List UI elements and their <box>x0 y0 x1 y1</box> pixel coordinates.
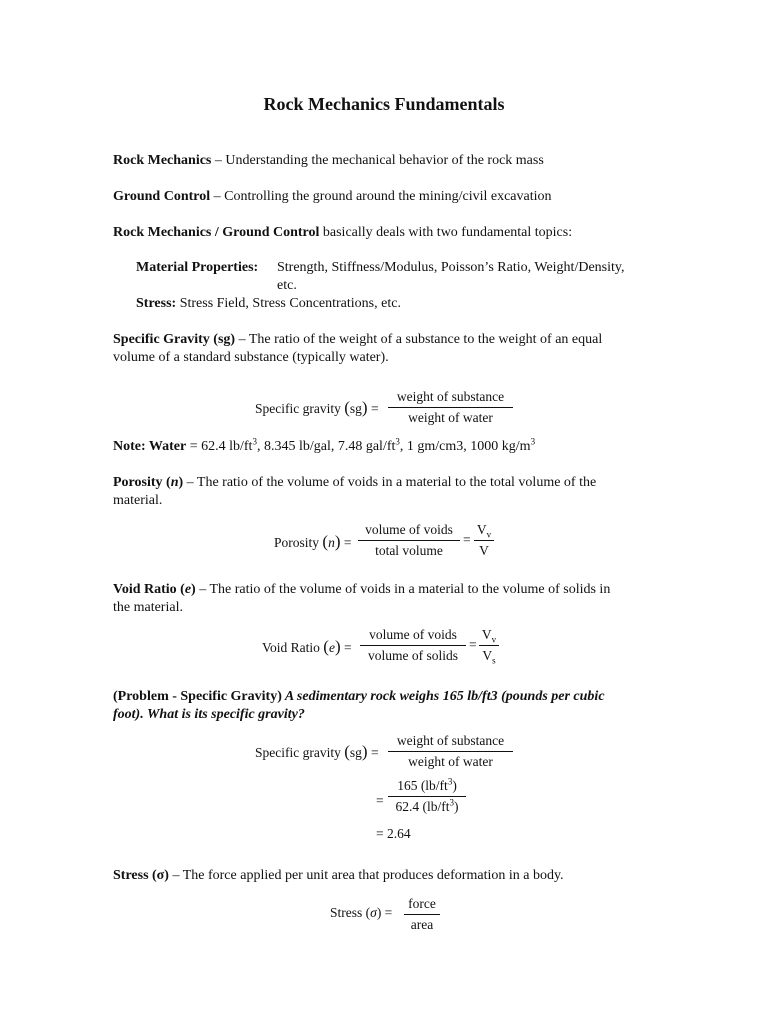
water-note: Note: Water = 62.4 $lb/ft^3$, 8.345 lb/gal, 7.48 gal/$ft^3$, 1 gm/cm3, 1000 $kg/m^3$ <box>113 436 536 454</box>
problem-result: = 2.64 <box>376 826 411 841</box>
stress-def: Stress (σ) – The force applied per unit area that produces deformation in a body. <box>113 868 564 883</box>
porosity-def: Porosity (n) – The ratio of the volume of voids in a material to the total volume of the <box>113 475 597 490</box>
def-term: Rock Mechanics / Ground Control <box>113 225 320 240</box>
material-properties-label: Material Properties: <box>136 260 259 275</box>
porosity-def-cont: material. <box>113 493 163 508</box>
problem-statement: (Problem - Specific Gravity) A sedimentary rock weighs 165 lb/ft3 (pounds per cubic <box>113 689 605 704</box>
equals-sign: = <box>376 793 384 808</box>
def-text: – Understanding the mechanical behavior of the rock mass <box>211 153 544 168</box>
equals-sign: = <box>469 637 477 652</box>
void-ratio-symbol-fraction: $\frac{V_v}{V_s}$ <box>479 627 499 664</box>
def-text: – Controlling the ground around the mining/civil excavation <box>210 189 552 204</box>
material-properties-text: Strength, Stiffness/Modulus, Poisson’s Ratio, Weight/Density, <box>277 260 625 275</box>
porosity-symbol-fraction: $\frac{V_v}{V}$ <box>474 522 494 559</box>
page-title: Rock Mechanics Fundamentals <box>263 94 505 114</box>
stress-topic: Stress: Stress Field, Stress Concentrations, etc. <box>136 296 401 311</box>
porosity-equation-lhs: Porosity (n) = <box>274 532 352 551</box>
void-ratio-def-cont: the material. <box>113 600 183 615</box>
material-properties-text-cont: etc. <box>277 278 297 293</box>
def-term: Rock Mechanics <box>113 153 212 168</box>
problem-equation-fraction: weight of substance weight of water <box>388 733 513 770</box>
porosity-equation-fraction: volume of voids total volume <box>358 522 460 559</box>
def-rock-mechanics <box>113 152 544 170</box>
stress-equation-lhs: Stress (σ) = <box>330 905 393 920</box>
void-ratio-equation-fraction: volume of voids volume of solids <box>360 627 466 664</box>
def-text: basically deals with two fundamental topics: <box>319 225 573 240</box>
problem-step-fraction: $\frac{165 (lb/ft^3)}{62.4 (lb/ft^3)}$ <box>388 778 466 815</box>
sg-equation-lhs: Specific gravity (sg) = <box>255 398 379 417</box>
def-topics <box>113 224 572 242</box>
problem-statement-cont: foot). What is its specific gravity? <box>113 707 305 722</box>
void-ratio-def: Void Ratio (e) – The ratio of the volume of voids in a material to the volume of solids in <box>113 582 611 597</box>
def-ground-control <box>113 188 552 206</box>
specific-gravity-def-cont: volume of a standard substance (typically water). <box>113 350 389 365</box>
void-ratio-equation-lhs: Void Ratio (e) = <box>262 637 352 656</box>
specific-gravity-def: Specific Gravity (sg) – The ratio of the weight of a substance to the weight of an equal <box>113 332 603 347</box>
sg-equation-fraction: weight of substance weight of water <box>388 389 513 426</box>
equals-sign: = <box>463 532 471 547</box>
problem-equation-lhs: Specific gravity (sg) = <box>255 742 379 761</box>
def-term: Ground Control <box>113 189 211 204</box>
stress-equation-fraction: force area <box>404 896 440 933</box>
